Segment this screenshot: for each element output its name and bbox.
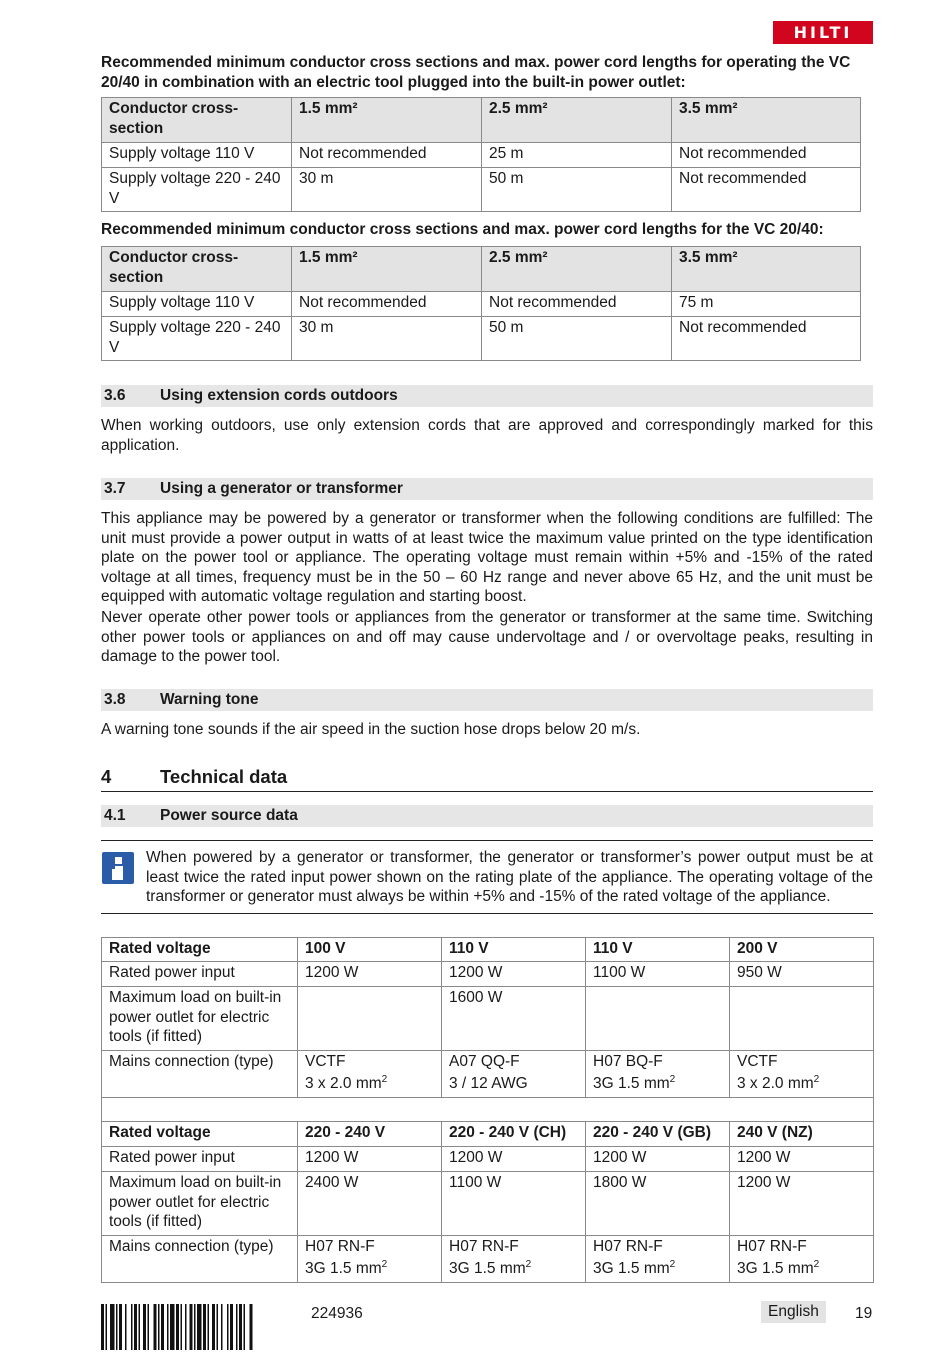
table-header-cell: 110 V	[442, 938, 586, 962]
table-cell: 1200 W	[442, 1147, 586, 1172]
section-heading-3-6	[101, 385, 873, 407]
mains-size: 3G 1.5 mm	[737, 1259, 814, 1277]
table-cell: 1800 W	[586, 1172, 730, 1236]
table2	[101, 246, 861, 361]
section-heading-3-7	[101, 478, 873, 500]
section-number: 4.1	[104, 807, 126, 824]
superscript: 2	[525, 1258, 532, 1270]
table-cell: Supply voltage 110 V	[102, 143, 292, 168]
table-header-row	[102, 247, 861, 292]
table-cell	[586, 1236, 730, 1283]
mains-type: VCTF	[305, 1053, 346, 1070]
barcode-bar	[131, 1304, 133, 1350]
table-cell	[730, 987, 874, 1051]
table-cell	[586, 987, 730, 1051]
table-cell	[442, 1051, 586, 1098]
table-cell: Mains connection (type)	[102, 1236, 298, 1283]
barcode-image	[101, 1304, 301, 1350]
table-header-cell: 240 V (NZ)	[730, 1122, 874, 1147]
table-row	[102, 938, 874, 962]
table2-caption: Recommended minimum conductor cross sections and max. power cord lengths for the VC 20/40:	[101, 221, 824, 238]
mains-type: H07 RN-F	[305, 1238, 375, 1255]
barcode-bar	[106, 1304, 108, 1350]
mains-size: 3G 1.5 mm	[305, 1259, 382, 1277]
table-cell: Not recommended	[482, 292, 672, 317]
barcode-bar	[203, 1304, 206, 1350]
mains-type: H07 BQ-F	[593, 1053, 663, 1070]
barcode-bar	[119, 1304, 122, 1350]
section-number: 3.7	[104, 480, 126, 497]
table-cell: Supply voltage 110 V	[102, 292, 292, 317]
power-source-table	[101, 937, 874, 1283]
barcode-bar	[244, 1304, 246, 1350]
barcode-bar	[125, 1304, 127, 1350]
table-cell: Not recommended	[292, 143, 482, 168]
table-cell: 1100 W	[586, 962, 730, 987]
barcode-bar	[217, 1304, 219, 1350]
barcode-bar	[250, 1304, 253, 1350]
barcode-bar	[161, 1304, 164, 1350]
table-cell: 50 m	[482, 168, 672, 212]
barcode-bar	[236, 1304, 238, 1350]
logo-text: HILTI	[793, 23, 853, 42]
barcode-bar	[176, 1304, 179, 1350]
table-cell: Not recommended	[672, 168, 861, 212]
table-header-cell: Rated voltage	[102, 938, 298, 962]
hilti-logo	[773, 21, 873, 44]
table-cell: Mains connection (type)	[102, 1051, 298, 1098]
table-header-cell: Conductor cross-section	[102, 98, 292, 143]
table-row	[102, 317, 861, 361]
table-cell: 50 m	[482, 317, 672, 361]
info-note	[101, 840, 873, 914]
barcode-bar	[221, 1304, 223, 1350]
section-number: 3.6	[104, 387, 126, 404]
barcode-bar	[143, 1304, 146, 1350]
superscript: 2	[381, 1258, 388, 1270]
table-cell: Supply voltage 220 - 240 V	[102, 168, 292, 212]
language-badge: English	[761, 1301, 826, 1323]
table-cell: Supply voltage 220 - 240 V	[102, 317, 292, 361]
table-header-cell: Rated voltage	[102, 1122, 298, 1147]
superscript: 2	[813, 1258, 820, 1270]
barcode-bar	[181, 1304, 183, 1350]
table-header-cell: 1.5 mm²	[292, 247, 482, 292]
page-number: 19	[855, 1305, 873, 1322]
section-title: Power source data	[160, 807, 298, 824]
table-cell: 1200 W	[730, 1172, 874, 1236]
section-number: 3.8	[104, 691, 126, 708]
mains-size: 3G 1.5 mm	[593, 1074, 670, 1092]
info-note-text: When powered by a generator or transformer, the generator or transformer’s power output must be at least twice the rated input power shown on the rating plate of the appliance. The operating voltage of the transformer or generator must always be within +5% and -15% of the rated voltage of the appliance.	[146, 849, 873, 905]
barcode-bar	[170, 1304, 175, 1350]
barcode-bar	[158, 1304, 160, 1350]
mains-size: 3 x 2.0 mm	[737, 1074, 814, 1092]
table-cell: 1200 W	[298, 962, 442, 987]
table-header-cell: 1.5 mm²	[292, 98, 482, 143]
table-cell: Rated power input	[102, 962, 298, 987]
table1-caption: Recommended minimum conductor cross sections and max. power cord lengths for operating the VC 20/40 in combination with an electric tool plugged into the built-in power outlet:	[101, 54, 851, 91]
barcode-bar	[239, 1304, 242, 1350]
table-row	[102, 143, 861, 168]
table-cell: Rated power input	[102, 1147, 298, 1172]
table-cell: 1200 W	[730, 1147, 874, 1172]
table-cell	[298, 1051, 442, 1098]
mains-type: A07 QQ-F	[449, 1053, 520, 1070]
table-cell: Not recommended	[672, 143, 861, 168]
chapter-title: Technical data	[160, 766, 288, 787]
info-icon	[102, 852, 134, 884]
table-header-cell: 3.5 mm²	[672, 98, 861, 143]
table-cell	[298, 987, 442, 1051]
table-header-cell: 2.5 mm²	[482, 98, 672, 143]
barcode-bar	[185, 1304, 187, 1350]
table-row	[102, 168, 861, 212]
table-spacer-cell	[102, 1098, 874, 1122]
mains-size: 3G 1.5 mm	[449, 1259, 526, 1277]
table-cell: 75 m	[672, 292, 861, 317]
table-cell: 2400 W	[298, 1172, 442, 1236]
table-header-cell: 100 V	[298, 938, 442, 962]
barcode-bar	[227, 1304, 229, 1350]
table-cell: Not recommended	[292, 292, 482, 317]
table-cell	[730, 1236, 874, 1283]
table-header-cell: 200 V	[730, 938, 874, 962]
barcode-bar	[194, 1304, 196, 1350]
table-row	[102, 1147, 874, 1172]
table-cell: 1200 W	[298, 1147, 442, 1172]
section-3-7-text-1: This appliance may be powered by a generator or transformer when the following conditions are fulfilled: The unit must provide a power output in watts of at least twice the maximum value printed on the type identification plate on the power tool or appliance. The operating voltage must remain within +5% and -15% of the rated voltage at all times, frequency must be in the 50 – 60 Hz range and never above 65 Hz, and the unit must be equipped with automatic voltage regulation and starting boost.	[101, 510, 873, 606]
table-cell: 1100 W	[442, 1172, 586, 1236]
section-3-8-text: A warning tone sounds if the air speed in the suction hose drops below 20 m/s.	[101, 721, 641, 738]
mains-type: VCTF	[737, 1053, 778, 1070]
table-row	[102, 1236, 874, 1283]
table-cell: Not recommended	[672, 317, 861, 361]
table-header-cell: 220 - 240 V (CH)	[442, 1122, 586, 1147]
table-header-cell: 110 V	[586, 938, 730, 962]
table-row	[102, 1122, 874, 1147]
mains-type: H07 RN-F	[449, 1238, 519, 1255]
section-heading-4-1	[101, 805, 873, 827]
table-row	[102, 292, 861, 317]
section-3-7-text-2: Never operate other power tools or appliances from the generator or transformer at the same time. Switching other power tools or appliances on and off may cause undervoltage and / or overvoltage peaks, resulting in damage to the power tool.	[101, 609, 873, 666]
table-cell: 950 W	[730, 962, 874, 987]
table-cell: 1600 W	[442, 987, 586, 1051]
barcode-bar	[190, 1304, 193, 1350]
table-header-cell: 220 - 240 V	[298, 1122, 442, 1147]
mains-size: 3G 1.5 mm	[593, 1259, 670, 1277]
section-heading-3-8	[101, 689, 873, 711]
table-cell	[442, 1236, 586, 1283]
barcode-bar	[230, 1304, 233, 1350]
barcode-bar	[116, 1304, 118, 1350]
table-header-cell: Conductor cross-section	[102, 247, 292, 292]
document-code: 224936	[311, 1305, 363, 1322]
barcode-bar	[154, 1304, 157, 1350]
table-cell: 1200 W	[586, 1147, 730, 1172]
table-header-cell: 220 - 240 V (GB)	[586, 1122, 730, 1147]
section-3-6-text: When working outdoors, use only extension cords that are approved and correspondingly marked for this application.	[101, 417, 873, 454]
barcode-bar	[167, 1304, 169, 1350]
table-spacer-row	[102, 1098, 874, 1122]
barcode-bar	[212, 1304, 215, 1350]
table-cell: Maximum load on built-in power outlet for electric tools (if fitted)	[102, 1172, 298, 1236]
table-row	[102, 987, 874, 1051]
table-header-cell: 3.5 mm²	[672, 247, 861, 292]
table-cell	[586, 1051, 730, 1098]
barcode-bar	[139, 1304, 141, 1350]
table-header-cell: 2.5 mm²	[482, 247, 672, 292]
barcode-bar	[148, 1304, 150, 1350]
table-row	[102, 1051, 874, 1098]
section-title: Using extension cords outdoors	[160, 387, 398, 404]
section-title: Using a generator or transformer	[160, 480, 403, 497]
table-cell	[298, 1236, 442, 1283]
table-row	[102, 962, 874, 987]
barcode-bar	[101, 1304, 104, 1350]
table-cell: 30 m	[292, 168, 482, 212]
table-cell: 1200 W	[442, 962, 586, 987]
section-title: Warning tone	[160, 691, 259, 708]
barcode-bar	[134, 1304, 137, 1350]
mains-type: H07 RN-F	[737, 1238, 807, 1255]
chapter-number: 4	[101, 766, 112, 787]
mains-size: 3 x 2.0 mm	[305, 1074, 382, 1092]
mains-size: 3 / 12 AWG	[449, 1074, 528, 1092]
superscript: 2	[381, 1073, 388, 1085]
table-cell: 25 m	[482, 143, 672, 168]
table-cell: 30 m	[292, 317, 482, 361]
superscript: 2	[813, 1073, 820, 1085]
mains-type: H07 RN-F	[593, 1238, 663, 1255]
table1	[101, 97, 861, 212]
barcode-bar	[208, 1304, 210, 1350]
barcode-bar	[110, 1304, 115, 1350]
barcode-bar	[197, 1304, 202, 1350]
table-cell	[730, 1051, 874, 1098]
superscript: 2	[669, 1073, 676, 1085]
table-header-row	[102, 98, 861, 143]
superscript: 2	[669, 1258, 676, 1270]
chapter-heading-4	[101, 766, 873, 792]
table-cell: Maximum load on built-in power outlet for electric tools (if fitted)	[102, 987, 298, 1051]
table-row	[102, 1172, 874, 1236]
